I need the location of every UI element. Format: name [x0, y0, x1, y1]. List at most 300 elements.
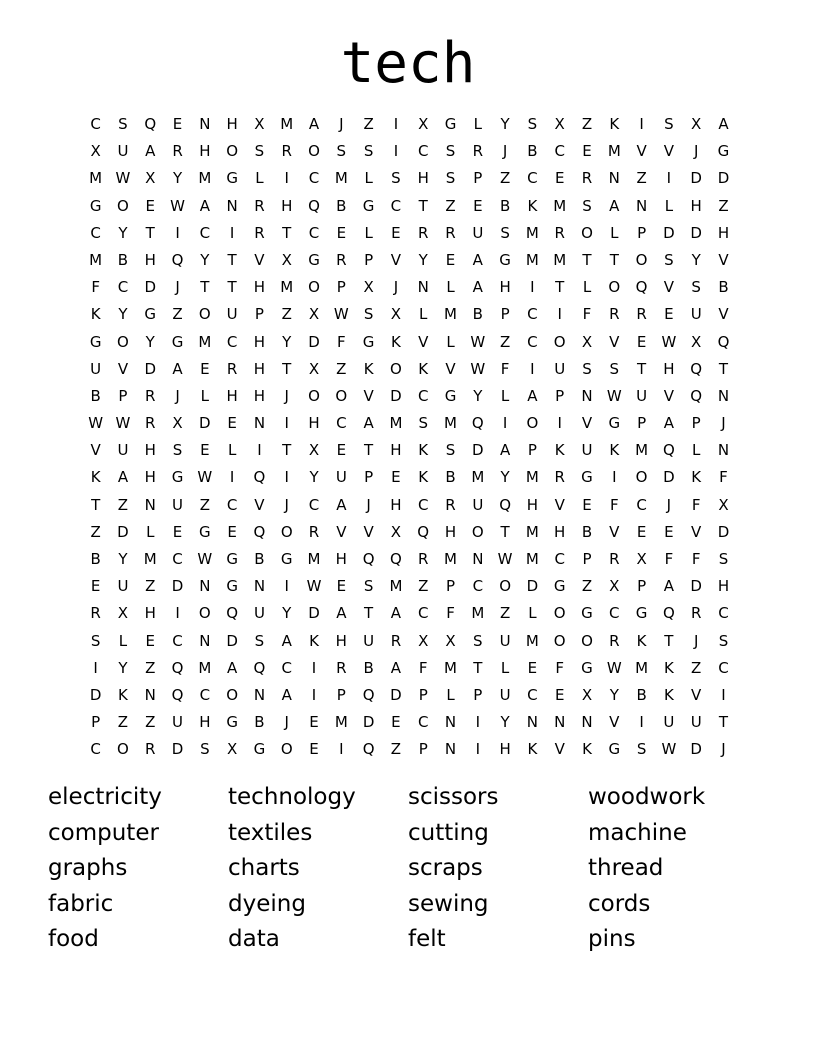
grid-letter: I [639, 713, 644, 732]
grid-letter: D [144, 278, 157, 297]
grid-letter: I [393, 142, 399, 161]
grid-letter: I [257, 441, 262, 460]
grid-letter: M [389, 577, 403, 596]
grid-letter: O [226, 685, 239, 704]
grid-letter: Z [390, 740, 402, 759]
grid-letter: L [364, 223, 373, 242]
grid-letter: P [336, 685, 346, 704]
grid-letter: O [635, 468, 648, 487]
grid-letter: F [446, 604, 455, 623]
grid-letter: T [718, 359, 729, 378]
word-list-item: technology [228, 784, 356, 810]
grid-letter: L [419, 305, 428, 324]
grid-letter: N [417, 278, 429, 297]
grid-letter: C [281, 658, 292, 677]
word-list-item: fabric [48, 890, 114, 917]
grid-letter: K [663, 658, 674, 677]
grid-letter: R [554, 223, 565, 242]
grid-letter: R [145, 414, 156, 433]
grid-letter: A [609, 196, 620, 215]
grid-letter: Y [118, 223, 128, 242]
grid-letter: V [718, 250, 729, 269]
grid-letter: C [199, 223, 211, 242]
grid-letter: A [390, 658, 402, 677]
grid-letter: S [691, 278, 701, 297]
grid-letter: K [418, 359, 429, 378]
grid-letter: N [199, 115, 211, 133]
grid-letter: D [144, 359, 157, 378]
grid-letter: Z [145, 713, 156, 732]
grid-letter: U [499, 631, 511, 650]
grid-letter: Z [90, 522, 101, 541]
word-list-item: computer [48, 819, 159, 846]
grid-letter: F [337, 332, 346, 351]
grid-letter: R [281, 142, 292, 161]
grid-letter: D [526, 577, 539, 596]
grid-letter: G [717, 142, 730, 161]
grid-letter: V [117, 359, 129, 378]
grid-letter: Q [499, 495, 511, 514]
grid-letter: I [502, 414, 508, 433]
grid-letter: U [226, 305, 238, 324]
grid-letter: Q [226, 604, 239, 623]
grid-letter: T [200, 278, 210, 297]
grid-letter: J [721, 740, 726, 759]
grid-letter: A [718, 115, 729, 133]
grid-letter: M [525, 250, 539, 269]
grid-letter: T [364, 604, 374, 623]
grid-letter: I [530, 359, 535, 378]
word-list-item: textiles [228, 819, 313, 846]
grid-letter: V [336, 522, 347, 541]
grid-letter: C [527, 685, 538, 704]
word-list-item: scissors [408, 784, 499, 810]
grid-letter: K [118, 685, 128, 704]
grid-letter: R [145, 386, 156, 405]
grid-letter: B [718, 278, 729, 297]
grid-letter: L [610, 223, 619, 242]
grid-letter: G [362, 332, 375, 351]
grid-letter: L [364, 169, 373, 188]
grid-letter: W [170, 196, 185, 215]
grid-letter: X [390, 305, 402, 324]
grid-letter: O [390, 359, 402, 378]
word-list-item: charts [228, 855, 300, 881]
grid-letter: K [90, 305, 101, 324]
letter-grid [82, 111, 737, 764]
grid-letter: X [363, 278, 374, 297]
grid-letter: M [89, 250, 103, 269]
grid-letter: L [500, 386, 510, 405]
grid-letter: X [554, 115, 565, 133]
grid-letter: T [145, 223, 155, 242]
grid-letter: S [582, 196, 592, 215]
grid-letter: I [393, 115, 399, 133]
grid-letter: S [90, 631, 101, 650]
grid-letter: X [145, 169, 156, 188]
grid-letter: S [636, 740, 647, 759]
grid-letter: I [557, 414, 562, 433]
grid-letter: S [445, 169, 456, 188]
grid-letter: X [226, 740, 238, 759]
grid-letter: N [199, 631, 211, 650]
grid-letter: Q [253, 658, 266, 677]
grid-letter: O [553, 332, 566, 351]
grid-letter: H [226, 386, 238, 405]
grid-letter: S [473, 631, 483, 650]
grid-letter: S [172, 441, 183, 460]
grid-letter: B [527, 142, 538, 161]
grid-letter: E [391, 713, 401, 732]
grid-letter: L [473, 115, 482, 133]
grid-letter: J [175, 278, 180, 297]
grid-letter: W [661, 740, 677, 759]
grid-letter: D [362, 713, 375, 732]
word-list-item: cords [588, 890, 651, 917]
grid-letter: R [336, 658, 347, 677]
grid-letter: Y [500, 713, 510, 732]
grid-letter: G [581, 604, 593, 623]
grid-letter: Y [172, 169, 183, 188]
grid-letter: M [635, 658, 649, 677]
grid-letter: T [91, 495, 101, 514]
grid-letter: Z [336, 359, 347, 378]
grid-letter: E [336, 577, 347, 596]
grid-letter: K [691, 468, 702, 487]
grid-letter: A [663, 577, 675, 596]
grid-letter: I [557, 305, 562, 324]
grid-letter: F [719, 468, 728, 487]
grid-letter: O [308, 386, 320, 405]
grid-letter: J [666, 495, 672, 514]
grid-letter: A [663, 414, 675, 433]
grid-letter: I [284, 468, 289, 487]
grid-letter: O [553, 631, 566, 650]
grid-letter: N [554, 713, 566, 732]
grid-letter: C [308, 223, 320, 242]
grid-letter: Z [718, 196, 729, 215]
grid-letter: S [363, 305, 374, 324]
page-title: tech [340, 31, 476, 96]
grid-letter: E [582, 142, 592, 161]
grid-letter: D [690, 740, 702, 759]
grid-letter: L [200, 386, 210, 405]
grid-letter: X [90, 142, 101, 161]
grid-letter: C [90, 223, 101, 242]
grid-letter: Z [418, 577, 429, 596]
grid-letter: Y [145, 332, 155, 351]
grid-letter: Y [118, 550, 128, 568]
grid-letter: H [335, 631, 347, 650]
grid-letter: V [363, 386, 374, 405]
grid-letter: C [527, 332, 538, 351]
grid-letter: E [636, 332, 647, 351]
grid-letter: L [146, 522, 155, 541]
grid-letter: G [499, 250, 511, 269]
grid-letter: U [472, 223, 484, 242]
grid-letter: V [554, 495, 565, 514]
grid-letter: C [417, 495, 429, 514]
grid-letter: E [227, 522, 237, 541]
grid-letter: O [471, 522, 484, 541]
grid-letter: K [309, 631, 319, 650]
grid-letter: U [117, 577, 129, 596]
grid-letter: O [308, 278, 320, 297]
grid-letter: C [308, 169, 320, 188]
grid-letter: Q [390, 550, 402, 568]
word-list-item: thread [588, 855, 664, 881]
grid-letter: Q [417, 522, 430, 541]
grid-letter: R [609, 305, 620, 324]
grid-letter: W [470, 359, 486, 378]
grid-letter: H [717, 223, 730, 242]
grid-letter: L [664, 196, 674, 215]
grid-letter: J [339, 115, 344, 133]
word-list-item: sewing [408, 890, 489, 917]
grid-letter: G [226, 577, 238, 596]
grid-letter: C [609, 604, 620, 623]
grid-letter: J [175, 386, 180, 405]
grid-letter: F [582, 305, 592, 324]
grid-letter: M [444, 414, 457, 433]
grid-letter: N [253, 414, 266, 433]
word-list-item: woodwork [588, 784, 706, 810]
grid-letter: R [308, 522, 320, 541]
grid-letter: Y [200, 250, 210, 269]
grid-letter: N [717, 441, 730, 460]
grid-letter: O [581, 631, 593, 650]
grid-letter: M [525, 631, 539, 650]
grid-letter: D [226, 631, 238, 650]
grid-letter: K [582, 740, 592, 759]
grid-letter: O [117, 196, 129, 215]
grid-letter: U [499, 685, 511, 704]
grid-letter: M [525, 522, 539, 541]
grid-letter: P [637, 223, 647, 242]
grid-letter: M [389, 414, 403, 433]
grid-letter: S [418, 414, 428, 433]
grid-letter: A [336, 604, 347, 623]
grid-letter: G [608, 740, 621, 759]
grid-letter: L [227, 441, 237, 460]
grid-letter: M [607, 142, 621, 161]
grid-letter: Z [636, 169, 647, 188]
grid-letter: K [90, 468, 101, 487]
grid-letter: A [117, 468, 129, 487]
grid-letter: B [117, 250, 129, 269]
grid-letter: C [527, 305, 538, 324]
grid-letter: H [390, 495, 402, 514]
grid-letter: H [281, 196, 293, 215]
grid-letter: R [609, 550, 620, 568]
grid-letter: B [499, 196, 511, 215]
grid-letter: B [363, 658, 374, 677]
grid-letter: S [445, 441, 456, 460]
word-list [48, 780, 768, 958]
grid-letter: U [172, 713, 184, 732]
grid-letter: B [581, 522, 593, 541]
grid-letter: S [391, 169, 401, 188]
grid-letter: R [145, 740, 156, 759]
grid-letter: Z [172, 305, 183, 324]
grid-letter: V [609, 522, 620, 541]
grid-letter: V [718, 305, 729, 324]
grid-letter: T [582, 250, 592, 269]
grid-letter: H [144, 441, 156, 460]
grid-letter: R [336, 250, 347, 269]
grid-letter: U [117, 441, 129, 460]
grid-letter: E [473, 196, 483, 215]
grid-letter: M [280, 278, 294, 297]
grid-letter: G [199, 522, 211, 541]
grid-letter: T [637, 359, 647, 378]
grid-letter: N [717, 386, 730, 405]
grid-letter: G [280, 550, 293, 568]
grid-letter: W [661, 332, 677, 351]
grid-letter: S [363, 142, 374, 161]
grid-letter: M [198, 658, 212, 677]
grid-letter: R [254, 223, 265, 242]
grid-letter: Z [499, 169, 511, 188]
grid-letter: H [308, 414, 320, 433]
grid-letter: J [366, 495, 371, 514]
grid-letter: U [363, 631, 375, 650]
grid-letter: F [664, 550, 674, 568]
grid-letter: G [171, 332, 184, 351]
grid-letter: A [199, 196, 210, 215]
grid-letter: U [117, 142, 129, 161]
grid-letter: H [226, 115, 238, 133]
grid-letter: V [254, 250, 265, 269]
grid-letter: I [530, 278, 535, 297]
grid-letter: G [253, 740, 266, 759]
grid-letter: R [390, 631, 402, 650]
grid-letter: J [693, 142, 699, 161]
grid-letter: T [664, 631, 674, 650]
grid-letter: K [363, 359, 374, 378]
grid-letter: K [663, 685, 674, 704]
grid-letter: X [308, 305, 320, 324]
grid-letter: H [253, 332, 266, 351]
grid-letter: R [472, 142, 484, 161]
grid-letter: Z [281, 305, 292, 324]
grid-letter: M [198, 332, 212, 351]
grid-letter: G [144, 305, 157, 324]
grid-letter: X [308, 359, 320, 378]
grid-letter: P [418, 740, 428, 759]
grid-letter: V [663, 142, 675, 161]
grid-letter: N [581, 713, 593, 732]
grid-letter: F [418, 658, 428, 677]
grid-letter: R [445, 223, 456, 242]
grid-letter: O [198, 305, 211, 324]
grid-letter: N [199, 577, 211, 596]
grid-letter: C [417, 386, 429, 405]
grid-letter: G [226, 169, 238, 188]
grid-letter: C [336, 414, 347, 433]
grid-letter: M [444, 305, 457, 324]
grid-letter: I [475, 713, 481, 732]
grid-letter: H [499, 278, 511, 297]
grid-letter: H [717, 577, 730, 596]
grid-letter: V [581, 414, 593, 433]
grid-letter: R [636, 305, 647, 324]
grid-letter: A [336, 495, 347, 514]
grid-letter: I [93, 658, 98, 677]
grid-letter: K [554, 441, 565, 460]
grid-letter: Q [362, 685, 375, 704]
grid-letter: L [446, 332, 455, 351]
grid-letter: S [254, 142, 265, 161]
grid-letter: X [418, 631, 429, 650]
grid-letter: F [691, 495, 701, 514]
grid-letter: D [171, 577, 184, 596]
grid-letter: E [172, 522, 183, 541]
grid-letter: E [554, 169, 565, 188]
grid-letter: F [91, 278, 100, 297]
grid-letter: U [554, 359, 566, 378]
grid-letter: C [172, 631, 183, 650]
grid-letter: J [284, 386, 289, 405]
grid-letter: H [144, 604, 156, 623]
grid-letter: M [198, 169, 212, 188]
grid-letter: S [664, 115, 674, 133]
word-list-item: cutting [408, 819, 489, 846]
grid-letter: N [581, 386, 593, 405]
grid-letter: W [197, 468, 213, 487]
grid-letter: E [200, 359, 210, 378]
grid-letter: T [282, 359, 292, 378]
grid-letter: G [635, 604, 648, 623]
grid-letter: B [90, 386, 101, 405]
grid-letter: H [144, 250, 156, 269]
grid-letter: Y [118, 658, 128, 677]
word-list-item: data [228, 926, 280, 952]
grid-letter: D [199, 414, 211, 433]
grid-letter: E [145, 196, 155, 215]
grid-letter: N [635, 196, 648, 215]
grid-letter: C [90, 740, 101, 759]
grid-letter: U [335, 468, 347, 487]
grid-letter: P [473, 169, 483, 188]
grid-letter: J [502, 142, 508, 161]
grid-letter: Q [253, 468, 266, 487]
grid-letter: C [117, 278, 129, 297]
grid-letter: D [390, 685, 402, 704]
grid-letter: A [499, 441, 511, 460]
grid-letter: X [718, 495, 729, 514]
grid-letter: V [90, 441, 101, 460]
grid-letter: E [391, 468, 401, 487]
grid-letter: C [417, 142, 429, 161]
grid-letter: Q [717, 332, 730, 351]
grid-letter: H [253, 359, 266, 378]
grid-letter: N [608, 169, 620, 188]
grid-letter: Z [199, 495, 210, 514]
grid-letter: E [582, 495, 592, 514]
grid-letter: B [254, 713, 265, 732]
grid-letter: C [226, 495, 238, 514]
grid-letter: N [253, 685, 266, 704]
grid-letter: V [691, 685, 702, 704]
grid-letter: Q [253, 522, 266, 541]
grid-letter: I [229, 223, 235, 242]
grid-letter: D [663, 223, 675, 242]
grid-letter: C [90, 115, 101, 133]
grid-letter: T [418, 196, 428, 215]
grid-letter: M [143, 550, 157, 568]
grid-letter: Z [145, 658, 156, 677]
